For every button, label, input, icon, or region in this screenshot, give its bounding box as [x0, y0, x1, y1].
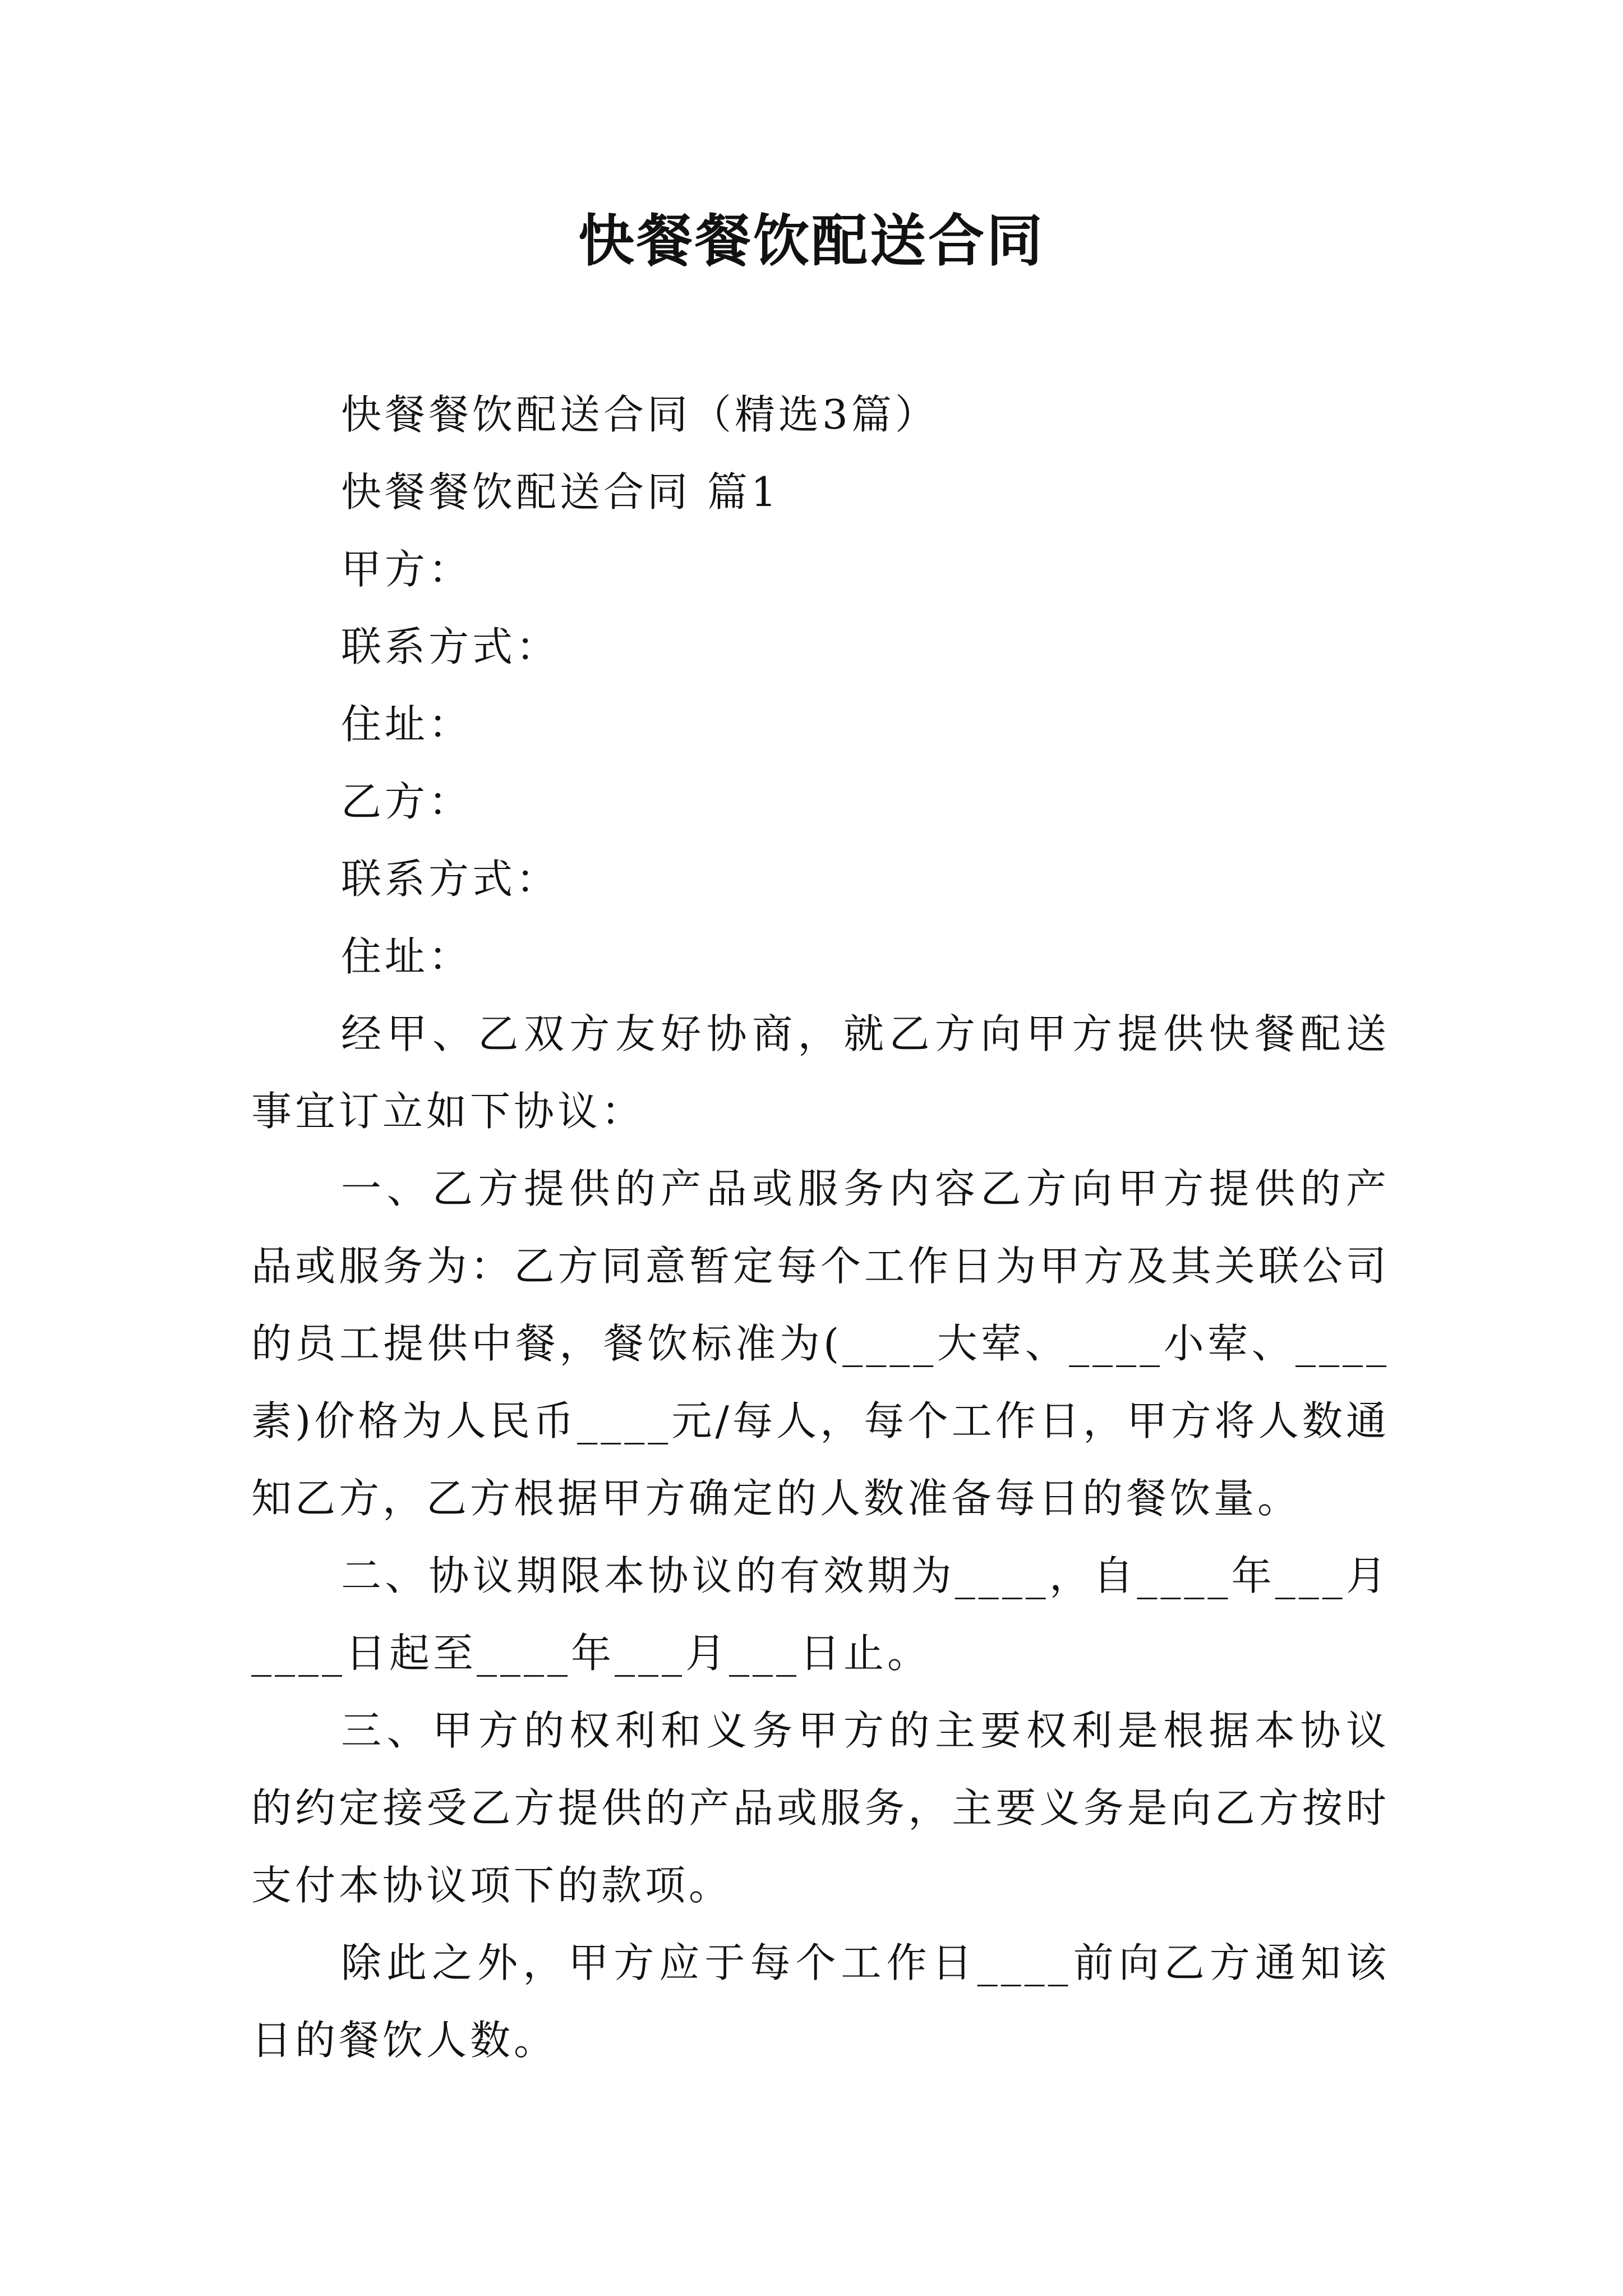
document-body — [251, 376, 1390, 2079]
party-a-contact-label: 联系方式： — [341, 623, 560, 670]
subtitle-paragraph: 快餐餐饮配送合同（精选3篇） — [341, 391, 939, 438]
clause-3-paragraph: 三、甲方的权利和义务甲方的主要权利是根据本协议的约定接受乙方提供的产品或服务，主要义务是向乙方按时支付本协议项下的款项。 — [251, 1707, 1390, 1909]
party-b-address-label: 住址： — [341, 933, 473, 980]
party-a-address-label: 住址： — [341, 701, 473, 748]
party-a-label: 甲方： — [341, 546, 473, 593]
party-b-contact-label: 联系方式： — [341, 855, 560, 903]
party-b-label: 乙方： — [341, 778, 473, 825]
preamble-paragraph: 经甲、乙双方友好协商，就乙方向甲方提供快餐配送事宜订立如下协议： — [251, 1010, 1390, 1135]
section-heading: 快餐餐饮配送合同 篇1 — [341, 468, 780, 516]
clause-3-supplement-paragraph: 除此之外，甲方应于每个工作日____前向乙方通知该日的餐饮人数。 — [251, 1939, 1390, 2064]
document-title: 快餐餐饮配送合同 — [578, 208, 1045, 274]
clause-2-paragraph: 二、协议期限本协议的有效期为____，自____年___月____日起至____年___月___日止。 — [251, 1552, 1390, 1677]
clause-1-paragraph: 一、乙方提供的产品或服务内容乙方向甲方提供的产品或服务为：乙方同意暂定每个工作日为甲方及其关联公司的员工提供中餐，餐饮标准为(____大荤、____小荤、____素)价格为人民币____元/每人，每个工作日，甲方将人数通知乙方，乙方根据甲方确定的人数准备每日的餐饮量。 — [251, 1165, 1390, 1522]
